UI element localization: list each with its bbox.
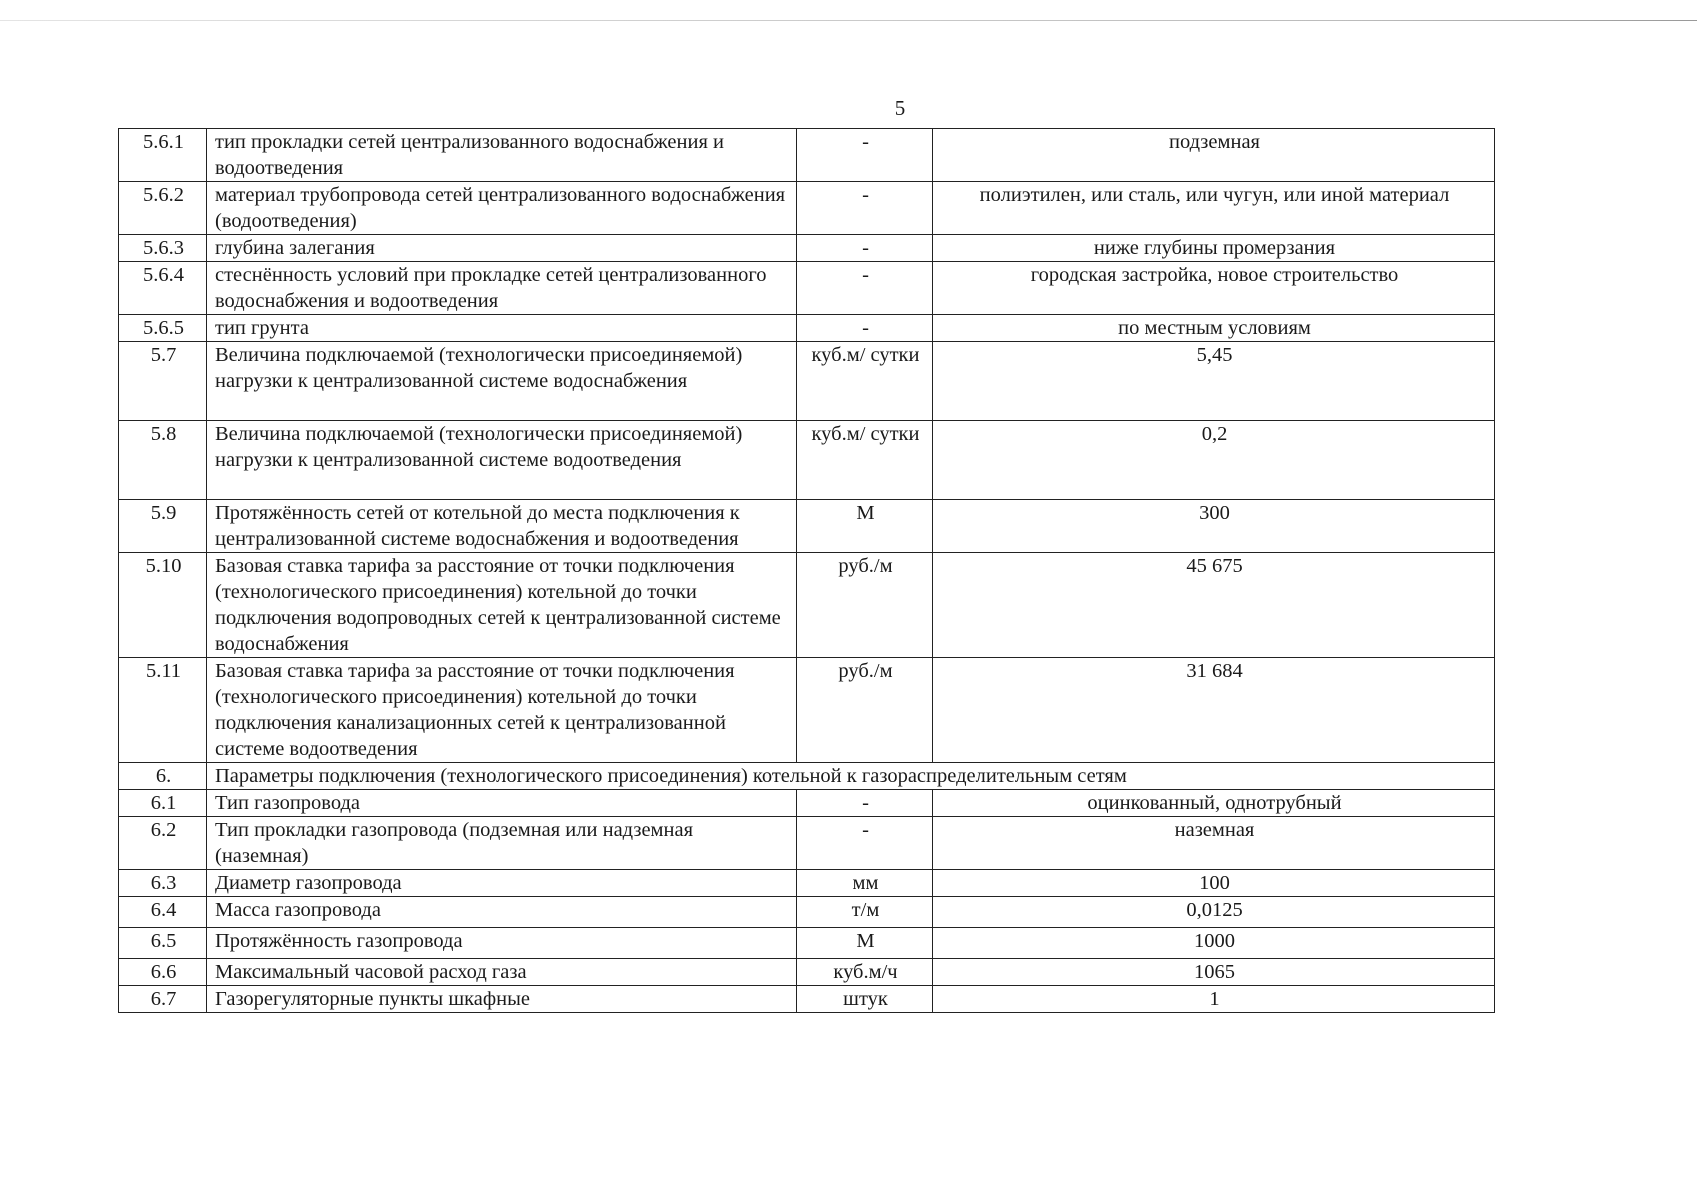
table-row [119,553,1495,658]
row-value: городская застройка, новое строительство [933,262,1495,315]
row-value: 1 [933,986,1495,1013]
row-description: материал трубопровода сетей централизованного водоснабжения (водоотведения) [207,182,797,235]
row-description: Базовая ставка тарифа за расстояние от точки подключения (технологического присоединения) котельной до точки подключения канализационных сетей к централизованной системе водоотведения [207,658,797,763]
row-description: Тип газопровода [207,790,797,817]
row-description: Газорегуляторные пункты шкафные [207,986,797,1013]
row-description: Протяжённость газопровода [207,928,797,959]
row-unit: - [797,262,933,315]
table-row [119,817,1495,870]
row-unit: М [797,500,933,553]
row-description: тип прокладки сетей централизованного водоснабжения и водоотведения [207,129,797,182]
section-title: Параметры подключения (технологического присоединения) котельной к газораспределительным сетям [207,763,1495,790]
row-unit: руб./м [797,553,933,658]
row-number: 6.3 [119,870,207,897]
row-number: 5.6.3 [119,235,207,262]
row-description: Величина подключаемой (технологически присоединяемой) нагрузки к централизованной системе водоснабжения [207,342,797,421]
row-unit: - [797,235,933,262]
row-unit: - [797,182,933,235]
row-value: 300 [933,500,1495,553]
row-description: Тип прокладки газопровода (подземная или надземная (наземная) [207,817,797,870]
row-unit: т/м [797,897,933,928]
row-number: 5.7 [119,342,207,421]
row-description: стеснённость условий при прокладке сетей централизованного водоснабжения и водоотведения [207,262,797,315]
row-value: 0,2 [933,421,1495,500]
row-number: 5.6.5 [119,315,207,342]
table-row [119,235,1495,262]
row-value: наземная [933,817,1495,870]
table-row [119,182,1495,235]
row-value: 5,45 [933,342,1495,421]
table-row [119,342,1495,421]
row-unit: куб.м/ч [797,959,933,986]
row-value: 1065 [933,959,1495,986]
row-number: 5.8 [119,421,207,500]
row-unit: куб.м/ сутки [797,342,933,421]
row-number: 5.11 [119,658,207,763]
row-value: 31 684 [933,658,1495,763]
table-row [119,421,1495,500]
table-row [119,928,1495,959]
row-value: подземная [933,129,1495,182]
row-unit: - [797,129,933,182]
row-description: тип грунта [207,315,797,342]
row-number: 6.5 [119,928,207,959]
table-row [119,500,1495,553]
row-description: Величина подключаемой (технологически присоединяемой) нагрузки к централизованной системе водоотведения [207,421,797,500]
row-number: 5.9 [119,500,207,553]
row-number: 5.10 [119,553,207,658]
row-unit: - [797,817,933,870]
row-number: 5.6.2 [119,182,207,235]
row-number: 6.7 [119,986,207,1013]
table-row [119,262,1495,315]
row-number: 6.4 [119,897,207,928]
table-row [119,315,1495,342]
row-value: полиэтилен, или сталь, или чугун, или иной материал [933,182,1495,235]
parameters-table [118,128,1495,1013]
section-number: 6. [119,763,207,790]
row-unit: штук [797,986,933,1013]
table-row [119,658,1495,763]
row-number: 5.6.4 [119,262,207,315]
table-row [119,790,1495,817]
row-description: Масса газопровода [207,897,797,928]
table-row [119,986,1495,1013]
row-number: 6.1 [119,790,207,817]
row-value: ниже глубины промерзания [933,235,1495,262]
scan-edge-line [0,20,1697,21]
row-unit: - [797,790,933,817]
row-description: Диаметр газопровода [207,870,797,897]
table-row [119,959,1495,986]
row-value: 0,0125 [933,897,1495,928]
row-unit: руб./м [797,658,933,763]
row-value: по местным условиям [933,315,1495,342]
row-unit: мм [797,870,933,897]
row-unit: М [797,928,933,959]
row-value: 45 675 [933,553,1495,658]
table-row [119,897,1495,928]
row-value: оцинкованный, однотрубный [933,790,1495,817]
row-number: 5.6.1 [119,129,207,182]
row-value: 100 [933,870,1495,897]
section-header-row [119,763,1495,790]
row-description: глубина залегания [207,235,797,262]
row-unit: - [797,315,933,342]
row-description: Базовая ставка тарифа за расстояние от точки подключения (технологического присоединения) котельной до точки подключения водопроводных сетей к централизованной системе водоснабжения [207,553,797,658]
row-description: Максимальный часовой расход газа [207,959,797,986]
page-number: 5 [894,96,906,120]
row-number: 6.6 [119,959,207,986]
row-number: 6.2 [119,817,207,870]
table-row [119,870,1495,897]
row-value: 1000 [933,928,1495,959]
row-description: Протяжённость сетей от котельной до места подключения к централизованной системе водоснабжения и водоотведения [207,500,797,553]
row-unit: куб.м/ сутки [797,421,933,500]
table-row [119,129,1495,182]
